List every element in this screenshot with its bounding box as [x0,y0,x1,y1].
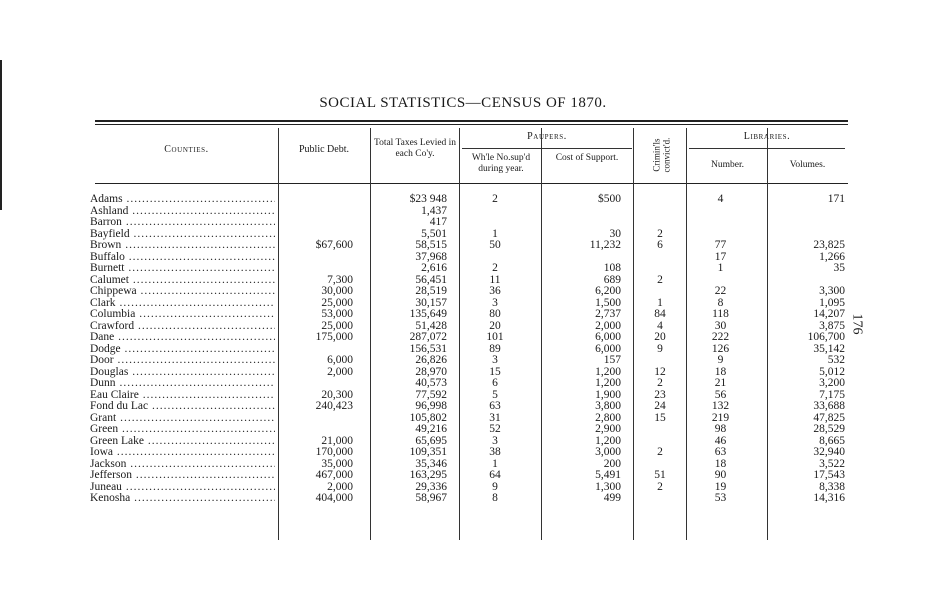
support-cost-cell: 1,200 [595,434,621,447]
support-cost-cell: 6,200 [595,285,621,297]
support-cost-cell: 1,200 [595,365,621,378]
county-name: Columbia ..... [90,308,275,320]
paupers-count-cell: 36 [489,285,501,297]
public-debt-cell: 240,423 [315,400,353,412]
total-taxes-cell: 56,451 [415,273,447,286]
libraries-number-cell: 17 [714,250,727,263]
total-taxes-cell: 5,501 [421,227,447,240]
libraries-number-cell: 118 [712,308,729,320]
county-name: Douglas ..... [90,366,275,378]
support-cost-cell: 2,737 [595,308,621,320]
county-name: Eau Claire ..... [90,389,275,401]
total-taxes-cell: 40,573 [415,377,447,389]
paupers-count-cell: 8 [492,492,498,504]
paupers-count-cell: 15 [489,365,501,378]
total-taxes-cell: 28,970 [415,365,447,378]
library-volumes-cell: 8,665 [819,434,845,447]
county-name: Kenosha ..... [90,492,275,504]
paupers-count-cell: 20 [489,319,501,332]
table-row [0,481,926,493]
county-name: Calumet ..... [90,274,275,286]
paupers-count-cell: 1 [492,227,498,240]
header-whole-no: Wh'le No.sup'd during year. [471,153,531,174]
total-taxes-cell: 163,295 [409,469,447,481]
table-row [0,216,926,228]
library-volumes-cell: 28,529 [813,423,845,435]
support-cost-cell: 1,500 [595,296,621,309]
support-cost-cell: 499 [603,492,621,504]
public-debt-cell: $67,600 [315,239,353,251]
public-debt-cell: 25,000 [321,296,353,309]
support-cost-cell: 30 [609,227,621,240]
total-taxes-cell: 58,967 [415,492,447,504]
table-row [0,205,926,217]
county-name: Iowa ..... [90,446,275,458]
page-edge-mark [0,60,2,210]
support-cost-cell: 6,000 [595,342,621,355]
criminals-cell: 12 [654,365,666,378]
library-volumes-cell: 47,825 [813,411,845,424]
support-cost-cell: 1,300 [595,480,621,493]
library-volumes-cell: 3,522 [819,457,845,470]
paupers-group-rule [462,148,632,149]
library-volumes-cell: 17,543 [813,469,845,481]
libraries-number-cell: 126 [711,342,730,355]
support-cost-cell: $500 [598,193,621,205]
support-cost-cell: 5,491 [595,469,621,481]
table-body [0,193,926,504]
criminals-cell: 15 [654,411,666,424]
header-criminals-convicted [637,129,685,181]
criminals-cell: 51 [654,469,666,481]
public-debt-cell: 53,000 [321,308,353,320]
county-name: Adams ..... [90,193,275,205]
paupers-count-cell: 50 [489,239,501,251]
table-row [0,469,926,481]
public-debt-cell: 2,000 [327,365,353,378]
total-taxes-cell: 29,336 [415,480,447,493]
header-library-number: Number. [711,160,744,170]
support-cost-cell: 689 [603,273,621,286]
table-row [0,239,926,251]
libraries-number-cell: 8 [717,296,724,309]
table-row [0,446,926,458]
county-name: Dane ..... [90,331,275,343]
public-debt-cell: 7,300 [327,273,353,286]
criminals-cell: 84 [654,308,666,320]
paupers-count-cell: 3 [492,434,498,447]
paupers-count-cell: 2 [492,193,498,205]
public-debt-cell: 467,000 [315,469,353,481]
support-cost-cell: 3,800 [595,400,621,412]
libraries-number-cell: 4 [717,193,724,205]
table-row [0,262,926,274]
libraries-number-cell: 18 [714,457,727,470]
criminals-cell: 24 [654,400,666,412]
public-debt-cell: 170,000 [315,446,353,458]
public-debt-cell: 175,000 [315,331,353,343]
public-debt-cell: 35,000 [321,457,353,470]
paupers-count-cell: 5 [492,388,498,401]
table-row [0,193,926,205]
support-cost-cell: 2,000 [595,319,621,332]
libraries-number-cell: 219 [711,411,730,424]
public-debt-cell: 21,000 [321,434,353,447]
page-title: SOCIAL STATISTICS—CENSUS OF 1870. [319,95,607,111]
county-name: Ashland ..... [90,205,275,217]
libraries-number-cell: 22 [714,285,727,297]
county-name: Clark ..... [90,297,275,309]
table-row [0,228,926,240]
public-debt-cell: 25,000 [321,319,353,332]
libraries-number-cell: 90 [714,469,727,481]
paupers-count-cell: 3 [492,296,498,309]
header-libraries: Libraries. [743,131,791,142]
county-name: Fond du Lac ..... [90,400,275,412]
county-name: Jefferson ..... [90,469,275,481]
paupers-count-cell: 89 [489,342,501,355]
header-paupers: Paupers. [527,131,567,142]
county-name: Chippewa ..... [90,285,275,297]
criminals-cell: 23 [654,388,666,401]
total-taxes-cell: 49,216 [415,423,447,435]
total-taxes-cell: 1,437 [421,204,447,217]
public-debt-cell: 404,000 [315,492,353,504]
support-cost-cell: 2,800 [595,411,621,424]
county-name: Burnett ..... [90,262,275,274]
paupers-count-cell: 11 [489,273,501,286]
table-row [0,435,926,447]
county-name: Bayfield ..... [90,228,275,240]
criminals-cell: 1 [657,296,663,309]
support-cost-cell: 1,900 [595,388,621,401]
table-row [0,320,926,332]
county-name: Green ..... [90,423,275,435]
county-name: Dunn ..... [90,377,275,389]
criminals-cell: 2 [657,227,663,240]
criminals-cell: 2 [657,273,663,286]
library-volumes-cell: 14,207 [813,308,845,320]
paupers-count-cell: 3 [492,354,498,366]
total-taxes-cell: 26,826 [415,354,447,366]
total-taxes-cell: 417 [429,216,447,228]
support-cost-cell: 108 [603,262,621,274]
library-volumes-cell: 32,940 [813,446,845,458]
library-volumes-cell: 3,875 [819,319,845,332]
total-taxes-cell: 28,519 [415,285,447,297]
page-number: 176 [849,313,865,335]
county-name: Dodge ..... [90,343,275,355]
libraries-number-cell: 56 [714,388,727,401]
top-rule-thick [95,120,848,122]
paupers-count-cell: 80 [489,308,501,320]
header-criminals-label: Crimin'ls convict'd. [651,137,671,173]
table-row [0,251,926,263]
support-cost-cell: 11,232 [589,239,621,251]
paupers-count-cell: 64 [489,469,501,481]
county-name: Barron ..... [90,216,275,228]
total-taxes-cell: 30,157 [415,296,447,309]
libraries-number-cell: 132 [711,400,730,412]
table-row [0,423,926,435]
county-name: Crawford ..... [90,320,275,332]
top-rule-thin [95,124,848,125]
library-volumes-cell: 8,338 [819,480,845,493]
header-counties: Counties. [164,144,209,155]
county-name: Brown ..... [90,239,275,251]
paupers-count-cell: 63 [489,400,501,412]
total-taxes-cell: 96,998 [415,400,447,412]
header-cost-of-support: Cost of Support. [555,153,619,163]
libraries-number-cell: 98 [714,423,727,435]
criminals-cell: 9 [657,342,663,355]
county-name: Green Lake ..... [90,435,275,447]
library-volumes-cell: 171 [827,193,845,205]
library-volumes-cell: 33,688 [813,400,845,412]
library-volumes-cell: 35,142 [813,342,845,355]
library-volumes-cell: 14,316 [813,492,845,504]
public-debt-cell: 20,300 [321,388,353,401]
library-volumes-cell: 106,700 [807,331,845,343]
county-name: Juneau ..... [90,481,275,493]
table-row [0,377,926,389]
table-row [0,400,926,412]
total-taxes-cell: 77,592 [415,388,447,401]
table-row [0,285,926,297]
library-volumes-cell: 7,175 [819,388,845,401]
county-name: Jackson ..... [90,458,275,470]
library-volumes-cell: 5,012 [819,365,845,378]
libraries-number-cell: 30 [714,319,727,332]
public-debt-cell: 30,000 [321,285,353,297]
libraries-number-cell: 21 [714,377,727,389]
table-row [0,274,926,286]
total-taxes-cell: 37,968 [415,250,447,263]
paupers-count-cell: 31 [489,411,501,424]
total-taxes-cell: 2,616 [421,262,447,274]
table-row [0,331,926,343]
paupers-count-cell: 1 [492,457,498,470]
criminals-cell: 2 [657,480,663,493]
libraries-number-cell: 19 [714,480,727,493]
table-row [0,389,926,401]
header-library-volumes: Volumes. [789,160,826,170]
support-cost-cell: 200 [603,457,621,470]
libraries-number-cell: 222 [711,331,730,343]
libraries-number-cell: 18 [714,365,727,378]
library-volumes-cell: 23,825 [813,239,845,251]
paupers-count-cell: 101 [486,331,504,343]
support-cost-cell: 157 [603,354,621,366]
criminals-cell: 4 [657,319,663,332]
county-name: Grant ..... [90,412,275,424]
paupers-count-cell: 2 [492,262,498,274]
total-taxes-cell: 287,072 [409,331,447,343]
table-row [0,458,926,470]
library-volumes-cell: 1,266 [819,250,845,263]
library-volumes-cell: 3,200 [819,377,845,389]
library-volumes-cell: 3,300 [819,285,845,297]
table-row [0,343,926,355]
libraries-number-cell: 9 [717,354,724,366]
total-taxes-cell: 65,695 [415,434,447,447]
total-taxes-cell: 58,515 [415,239,447,251]
total-taxes-cell: 135,649 [409,308,447,320]
libraries-number-cell: 77 [714,239,727,251]
total-taxes-cell: 51,428 [415,319,447,332]
library-volumes-cell: 35 [833,262,845,274]
total-taxes-cell: 109,351 [409,446,447,458]
county-name: Buffalo ..... [90,251,275,263]
table-row [0,492,926,504]
table-row [0,366,926,378]
table-row [0,308,926,320]
support-cost-cell: 2,900 [595,423,621,435]
criminals-cell: 20 [654,331,666,343]
libraries-number-cell: 63 [714,446,727,458]
total-taxes-cell: 105,802 [409,411,447,424]
total-taxes-cell: $23 948 [409,193,447,205]
total-taxes-cell: 156,531 [409,342,447,355]
criminals-cell: 6 [657,239,663,251]
criminals-cell: 2 [657,377,663,389]
total-taxes-cell: 35,346 [415,457,447,470]
paupers-count-cell: 52 [489,423,501,435]
libraries-number-cell: 53 [714,492,727,504]
header-bottom-rule [95,183,848,184]
public-debt-cell: 6,000 [327,354,353,366]
table-row [0,297,926,309]
library-volumes-cell: 1,095 [819,296,845,309]
paupers-count-cell: 6 [492,377,498,389]
county-name: Door ..... [90,354,275,366]
header-public-debt: Public Debt. [299,144,349,155]
support-cost-cell: 1,200 [595,377,621,389]
paupers-count-cell: 9 [492,480,498,493]
libraries-number-cell: 1 [717,262,724,274]
support-cost-cell: 3,000 [595,446,621,458]
public-debt-cell: 2,000 [327,480,353,493]
support-cost-cell: 6,000 [595,331,621,343]
paupers-count-cell: 38 [489,446,501,458]
table-row [0,412,926,424]
table-row [0,354,926,366]
header-total-taxes: Total Taxes Levied in each Co'y. [373,138,457,159]
libraries-number-cell: 46 [714,434,727,447]
libraries-group-rule [689,148,845,149]
criminals-cell: 2 [657,446,663,458]
library-volumes-cell: 532 [827,354,845,366]
